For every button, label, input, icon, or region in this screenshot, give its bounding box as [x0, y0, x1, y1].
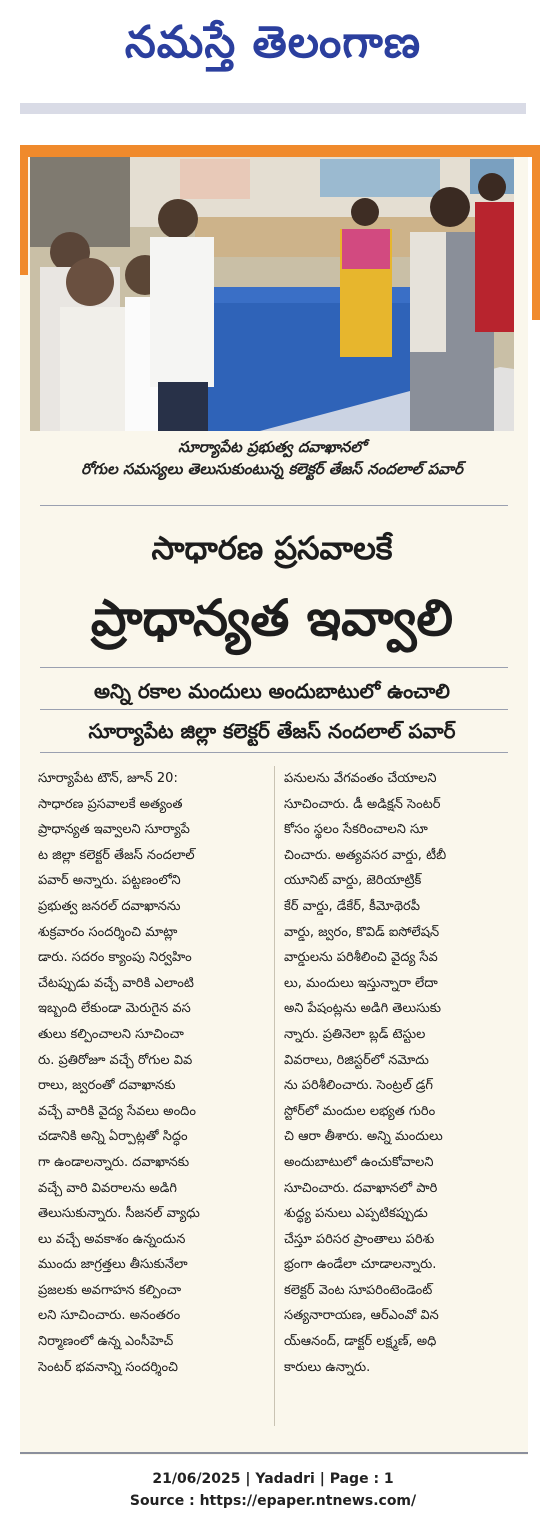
body-line: సూచించారు. డీ అడిక్షన్ సెంటర్ [284, 796, 441, 812]
body-line: లు వచ్చే అవకాశం ఉన్నందున [38, 1231, 186, 1247]
body-separator [40, 752, 508, 753]
body-line: య్‌ఆనంద్, డాక్టర్ లక్ష్మణ్, అధి [284, 1334, 437, 1350]
masthead [0, 0, 546, 95]
bottom-rule [20, 1452, 528, 1454]
body-line: చడానికి అన్ని ఏర్పాట్లతో సిద్ధం [38, 1129, 188, 1145]
body-line: ప్రాధాన్యత ఇవ్వాలని సూర్యాపే [38, 822, 190, 838]
photo-frame-top [20, 145, 540, 157]
body-line: భ్రంగా ఉండేలా చూడాలన్నారు. [284, 1257, 437, 1273]
body-line: ను పరిశీలించారు. సెంట్రల్ డ్రగ్ [284, 1078, 433, 1094]
body-line: సత్యనారాయణ, ఆర్‌ఎంవో విన [284, 1308, 439, 1324]
column-divider [274, 766, 275, 1426]
body-line: తులు కల్పించాలని సూచించా [38, 1026, 184, 1042]
body-line: చేస్తూ పరిసర ప్రాంతాలు పరిశు [284, 1231, 435, 1247]
caption-line-1: సూర్యాపేట ప్రభుత్వ దవాఖానలో [178, 438, 366, 456]
body-line: వార్డు, జ్వరం, కొవిడ్ ఐసోలేషన్ [284, 924, 440, 940]
subheadline-2: సూర్యాపేట జిల్లా కలెక్టర్ తేజస్ నందలాల్ పవార్ [88, 719, 456, 743]
subhead-separator [40, 709, 508, 710]
body-line: వచ్చే వారికి వైద్య సేవలు అందిం [38, 1103, 196, 1119]
body-column-right [284, 766, 510, 1380]
footer-date-edition: 21/06/2025 | Yadadri | Page : 1 [152, 1471, 394, 1487]
body-line: శుక్రవారం సందర్శించి మాట్లా [38, 924, 178, 940]
footer [0, 1468, 546, 1512]
body-line: గా ఉండాలన్నారు. దవాఖానకు [38, 1154, 190, 1170]
body-line: వార్డులను పరిశీలించి వైద్య సేవ [284, 950, 438, 966]
body-line: చించారు. అత్యవసర వార్డు, టీబీ [284, 847, 447, 863]
masthead-rule [20, 103, 526, 114]
body-line: సెంటర్ భవనాన్ని సందర్శించి [38, 1359, 179, 1375]
photo-frame-left [20, 145, 28, 275]
body-line: శుద్ధ్య పనులు ఎప్పటికప్పుడు [284, 1206, 428, 1222]
body-line: లు, మందులు ఇస్తున్నారా లేదా [284, 975, 438, 991]
body-line: ట జిల్లా కలెక్టర్ తేజస్ నందలాల్ [38, 847, 195, 863]
body-column-left [38, 766, 264, 1380]
body-line: ప్రభుత్వ జనరల్ దవాఖానను [38, 898, 181, 914]
body-line: కారులు ఉన్నారు. [284, 1359, 371, 1375]
newspaper-logo-title: నమస్తే తెలంగాణ [124, 16, 422, 68]
body-line: చి ఆరా తీశారు. అన్ని మందులు [284, 1129, 443, 1145]
body-line: పనులను వేగవంతం చేయాలని [284, 771, 437, 786]
body-line: రాలు, జ్వరంతో దవాఖానకు [38, 1078, 176, 1094]
caption-line-2: రోగుల సమస్యలు తెలుసుకుంటున్న కలెక్టర్ తేజస్ నందలాల్ పవార్ [81, 460, 463, 478]
body-line: సూర్యాపేట టౌన్, జూన్ 20: [38, 771, 178, 786]
body-line: అని పేషంట్లను అడిగి తెలుసుకు [284, 1001, 442, 1017]
footer-source: Source : https://epaper.ntnews.com/ [129, 1493, 417, 1509]
body-line: కేర్ వార్డు, డేకేర్, కీమోథెరపీ [284, 898, 420, 914]
photo-caption [30, 436, 514, 496]
body-line: రు. ప్రతిరోజూ వచ్చే రోగుల వివ [38, 1052, 193, 1068]
body-line: న్నారు. ప్రతినెలా బ్లడ్ టెస్టుల [284, 1026, 426, 1042]
body-line: ఇబ్బంది లేకుండా మెరుగైన వస [38, 1001, 191, 1017]
headline-line-1: సాధారణ ప్రసవాలకే [151, 529, 393, 567]
body-line: సాధారణ ప్రసవాలకే అత్యంత [38, 796, 183, 812]
body-line: కలెక్టర్ వెంట సూపరింటెండెంట్ [284, 1282, 433, 1298]
body-line: స్టోర్‌లో మందుల లభ్యత గురిం [284, 1103, 436, 1119]
body-line: వివరాలు, రిజిస్టర్‌లో నమోదు [284, 1052, 429, 1068]
body-line: చేటప్పుడు వచ్చే వారికి ఎలాంటి [38, 975, 194, 991]
body-line: యూనిట్ వార్డు, జెరియాట్రిక్ [284, 873, 422, 889]
body-line: వచ్చే వారి వివరాలను అడిగి [38, 1180, 178, 1196]
body-line: డారు. సదరం క్యాంపు నిర్వహిం [38, 950, 192, 966]
headline-separator [40, 667, 508, 668]
body-line: ముందు జాగ్రత్తలు తీసుకునేలా [38, 1257, 188, 1273]
body-line: అందుబాటులో ఉంచుకోవాలని [284, 1154, 434, 1170]
subheadline-1: అన్ని రకాల మందులు అందుబాటులో ఉంచాలి [94, 679, 450, 703]
body-line: తెలుసుకున్నారు. సీజనల్ వ్యాధు [38, 1206, 200, 1222]
hospital-ward-photo [30, 157, 514, 431]
caption-separator [40, 505, 508, 506]
photo-frame-right [532, 145, 540, 320]
body-line: నిర్మాణంలో ఉన్న ఎంసీహెచ్ [38, 1334, 174, 1350]
body-line: లని సూచించారు. అనంతరం [38, 1308, 181, 1324]
body-line: కోసం స్థలం సేకరించాలని సూ [284, 822, 428, 838]
body-line: ప్రజలకు అవగాహన కల్పించా [38, 1282, 182, 1298]
body-line: పవార్ అన్నారు. పట్టణంలోని [38, 873, 181, 889]
headline-line-2: ప్రాధాన్యత ఇవ్వాలి [90, 589, 454, 647]
body-line: సూచించారు. దవాఖానలో పారి [284, 1180, 438, 1196]
news-photo [30, 157, 514, 431]
